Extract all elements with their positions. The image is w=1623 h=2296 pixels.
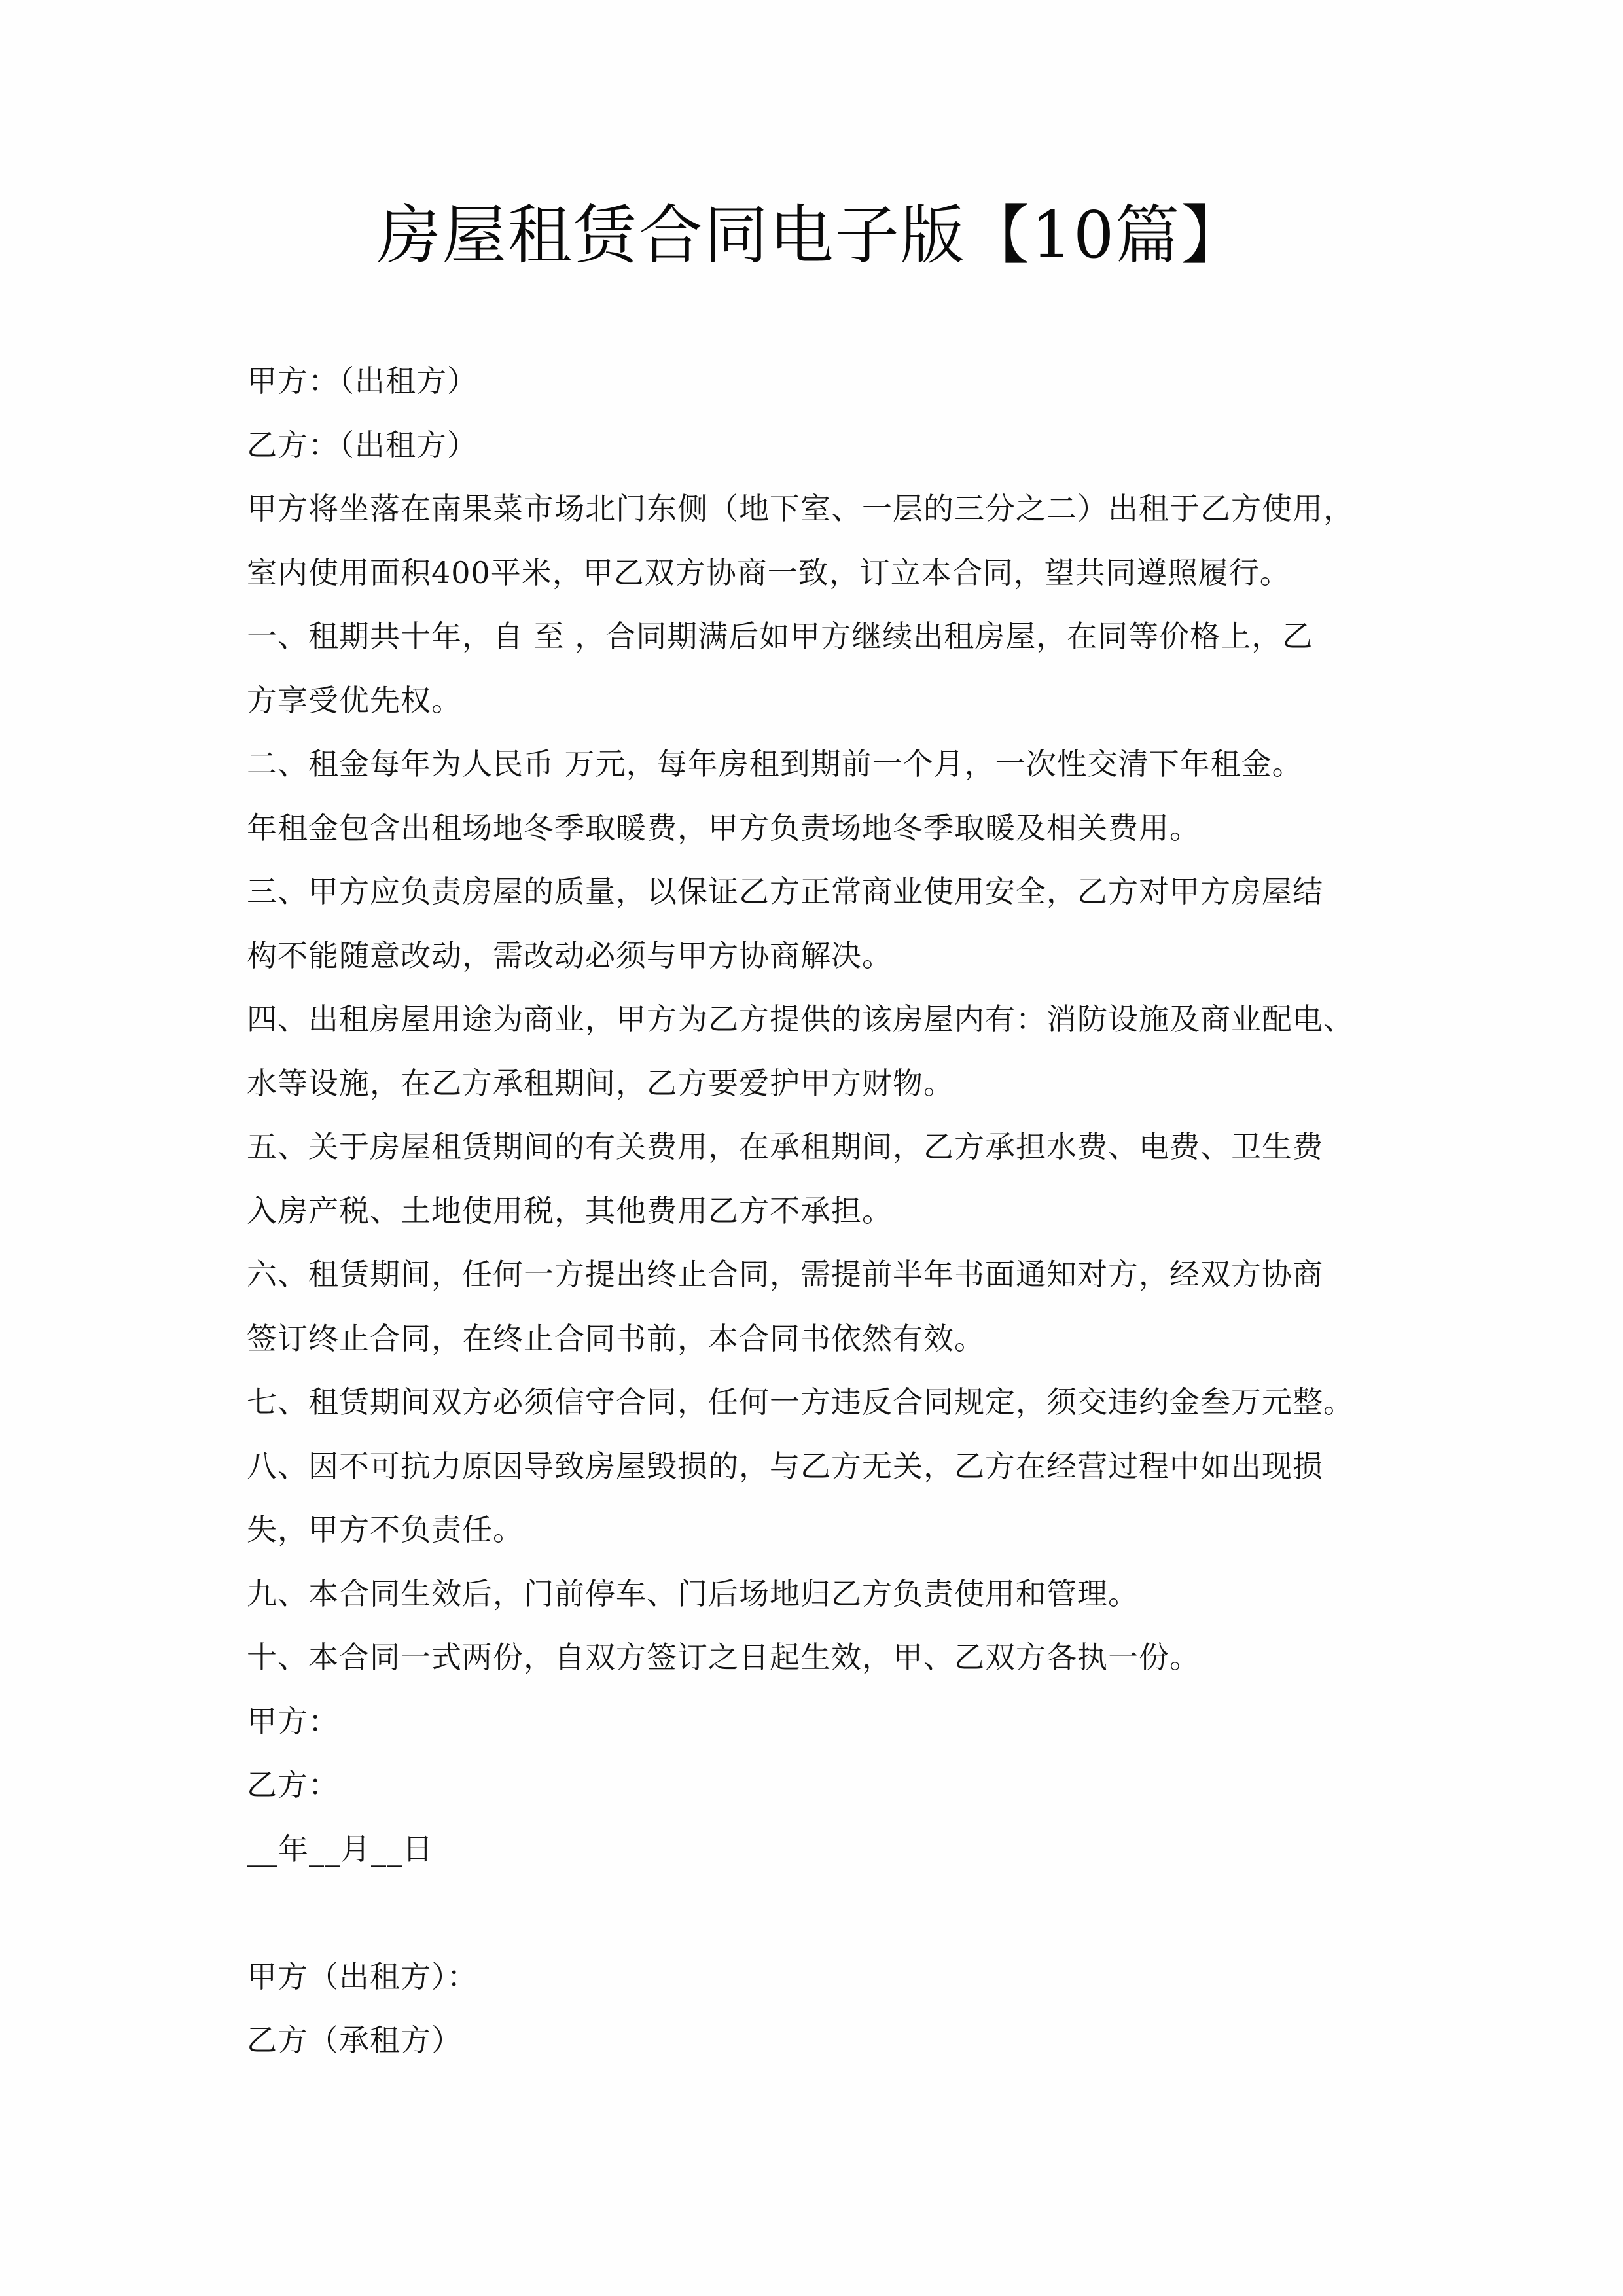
section-spacer (247, 1881, 1385, 1945)
clause-6-line: 六、租赁期间，任何一方提出终止合同，需提前半年书面通知对方，经双方协商 (247, 1257, 1323, 1292)
document-body (247, 350, 1385, 2073)
clause-1-line: 方享受优先权。 (247, 682, 462, 718)
signature-party-b: 乙方： (247, 1767, 339, 1803)
clause-5-line: 五、关于房屋租赁期间的有关费用，在承租期间，乙方承担水费、电费、卫生费 (247, 1129, 1323, 1164)
clause-4-line: 四、出租房屋用途为商业，甲方为乙方提供的该房屋内有：消防设施及商业配电、 (247, 1001, 1354, 1037)
document-title: 房屋租赁合同电子版【10篇】 (376, 198, 1247, 273)
intro-line: 室内使用面积400平米，甲乙双方协商一致，订立本合同，望共同遵照履行。 (247, 554, 1291, 590)
clause-9-line: 九、本合同生效后，门前停车、门后场地归乙方负责使用和管理。 (247, 1575, 1139, 1611)
clause-2-line: 二、租金每年为人民币 万元，每年房租到期前一个月，一次性交清下年租金。 (247, 746, 1303, 781)
clause-7-line: 七、租赁期间双方必须信守合同，任何一方违反合同规定，须交违约金叁万元整。 (247, 1384, 1354, 1420)
clause-3-line: 三、甲方应负责房屋的质量，以保证乙方正常商业使用安全，乙方对甲方房屋结 (247, 874, 1323, 909)
clause-3-line: 构不能随意改动，需改动必须与甲方协商解决。 (247, 937, 893, 973)
clause-4-line: 水等设施，在乙方承租期间，乙方要爱护甲方财物。 (247, 1065, 954, 1101)
clause-2-line: 年租金包含出租场地冬季取暖费，甲方负责场地冬季取暖及相关费用。 (247, 810, 1200, 846)
clause-10-line: 十、本合同一式两份，自双方签订之日起生效，甲、乙双方各执一份。 (247, 1640, 1200, 1675)
signature-date: __年__月__日 (247, 1831, 433, 1867)
clause-1-line: 一、租期共十年，自 至 ，合同期满后如甲方继续出租房屋，在同等价格上，乙 (247, 619, 1313, 654)
party-a-label: 甲方：（出租方） (247, 363, 478, 399)
party-b-label: 乙方：（出租方） (247, 427, 478, 463)
second-contract-party-b: 乙方（承租方） (247, 2022, 462, 2058)
signature-party-a: 甲方： (247, 1703, 339, 1739)
clause-6-line: 签订终止合同，在终止合同书前，本合同书依然有效。 (247, 1320, 985, 1356)
clause-8-line: 八、因不可抗力原因导致房屋毁损的，与乙方无关，乙方在经营过程中如出现损 (247, 1448, 1323, 1484)
clause-8-line: 失，甲方不负责任。 (247, 1512, 524, 1547)
intro-line: 甲方将坐落在南果菜市场北门东侧（地下室、一层的三分之二）出租于乙方使用， (247, 491, 1354, 526)
second-contract-party-a: 甲方（出租方）： (247, 1958, 478, 1994)
clause-5-line: 入房产税、土地使用税，其他费用乙方不承担。 (247, 1193, 893, 1229)
